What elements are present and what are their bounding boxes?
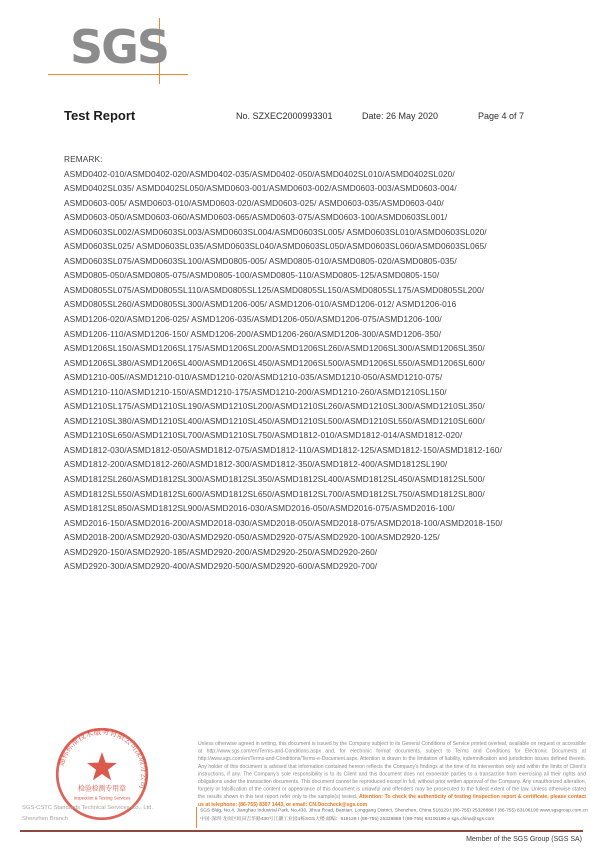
remark-line: ASMD1210-005//ASMD1210-010/ASMD1210-020/ASMD1210-035/ASMD1210-050/ASMD1210-075/ <box>64 372 443 383</box>
remark-line: ASMD1206SL380/ASMD1206SL400/ASMD1206SL450/ASMD1206SL500/ASMD1206SL550/ASMD1206SL600/ <box>64 357 485 368</box>
remark-line: ASMD1210-110/ASMD1210-150/ASMD1210-175/ASMD1210-200/ASMD1210-260/ASMD1210SL150/ <box>64 386 447 397</box>
address-block <box>200 806 586 840</box>
remark-line: ASMD2016-150/ASMD2016-200/ASMD2018-030/ASMD2018-050/ASMD2018-075/ASMD2018-100/ASMD2018-150/ <box>64 517 503 528</box>
remark-line: ASMD1812SL550/ASMD1812SL600/ASMD1812SL650/ASMD1812SL700/ASMD1812SL750/ASMD1812SL800/ <box>64 488 485 499</box>
remark-section <box>64 152 564 574</box>
stamp-ring-text: 通标标准技术服务有限公司深圳分公司 <box>56 727 149 791</box>
company-branch-line: Shenzhen Branch <box>22 816 69 822</box>
remark-line: ASMD2018-200/ASMD2920-030/ASMD2920-050/ASMD2920-075/ASMD2920-100/ASMD2920-125/ <box>64 532 440 543</box>
sgs-member-line: Member of the SGS Group (SGS SA) <box>466 836 582 843</box>
address-cn: 中国·深圳·龙岗区坂田吉华路430号江灏工业园4栋SGS大楼 邮编：518129 t (86-755) 25328888 f (86-755) 83106190 e sgs.china@sgs.com <box>200 816 495 822</box>
remark-line: ASMD0402SL035/ ASMD0402SL050/ASMD0603-001/ASMD0603-002/ASMD0603-003/ASMD0603-004/ <box>64 183 457 194</box>
remark-line: ASMD1812SL850/ASMD1812SL900/ASMD2016-030/ASMD2016-050/ASMD2016-075/ASMD2016-100/ <box>64 503 455 514</box>
remark-lines <box>64 167 564 574</box>
stamp-star-icon <box>87 752 117 780</box>
page-title: Test Report <box>64 108 136 123</box>
remark-line: ASMD1210SL175/ASMD1210SL190/ASMD1210SL200/ASMD1210SL260/ASMD1210SL300/ASMD1210SL350/ <box>64 401 485 412</box>
remark-line: ASMD0603SL025/ ASMD0603SL035/ASMD0603SL040/ASMD0603SL050/ASMD0603SL060/ASMD0603SL065/ <box>64 241 487 252</box>
remark-line: ASMD0805SL260/ASMD0805SL300/ASMD1206-005/ ASMD1206-010/ASMD1206-012/ ASMD1206-016 <box>64 299 457 310</box>
remark-line: ASMD0603SL075/ASMD0603SL100/ASMD0805-005/ ASMD0805-010/ASMD0805-020/ASMD0805-035/ <box>64 255 457 266</box>
remark-line: ASMD1206-110/ASMD1206-150/ ASMD1206-200/ASMD1206-260/ASMD1206-300/ASMD1206-350/ <box>64 328 442 339</box>
remark-line: ASMD0603SL002/ASMD0603SL003/ASMD0603SL004/ASMD0603SL005/ ASMD0603SL010/ASMD0603SL020/ <box>64 226 487 237</box>
remark-line: ASMD0603-005/ ASMD0603-010/ASMD0603-020/ASMD0603-025/ ASMD0603-035/ASMD0603-040/ <box>64 197 444 208</box>
report-header <box>0 108 600 126</box>
remark-line: ASMD2920-300/ASMD2920-400/ASMD2920-500/ASMD2920-600/ASMD2920-700/ <box>64 561 378 572</box>
legal-text: Unless otherwise agreed in writing, this document is issued by the Company subject to its General Conditions of Service printed overleaf, available on request or accessible at http://www.sgs.com/en/Terms-and-Conditions.aspx and, for electronic format documents, subject to Terms and Conditions for Electronic Documents at http://www.sgs.com/en/Terms-and-Conditions/Terms-e-Document.aspx. Attention is drawn to the limitation of liability, indemnification and jurisdiction issues defined therein. Any holder of this document is advised that information contained hereon reflects the Company's findings at the time of its intervention only and within the limits of Client's instructions, if any. The Company's sole responsibility is to its Client and this document does not exonerate parties to a transaction from exercising all their rights and obligations under the transaction documents. This document cannot be reproduced except in full, without prior written approval of the Company. Any unauthorized alteration, forgery or falsification of the content or appearance of this document is unlawful and offenders may be prosecuted to the fullest extent of the law. Unless otherwise stated the results shown in this test report refer only to the sample(s) tested. <box>198 741 586 800</box>
remark-line: ASMD2920-150/ASMD2920-185/ASMD2920-200/ASMD2920-250/ASMD2920-260/ <box>64 546 378 557</box>
company-lines <box>22 803 202 825</box>
remark-line: ASMD1210SL650/ASMD1210SL700/ASMD1210SL750/ASMD1812-010/ASMD1812-014/ASMD1812-020/ <box>64 430 463 441</box>
address-orange-accent <box>196 807 197 828</box>
sgs-logo-text: SGS <box>70 20 169 74</box>
company-name-line: SGS-CSTC Standards Technical Services Co., Ltd. <box>22 805 154 811</box>
remark-line: ASMD1812SL260/ASMD1812SL300/ASMD1812SL350/ASMD1812SL400/ASMD1812SL450/ASMD1812SL500/ <box>64 474 485 485</box>
stamp-inner-en: Inspection & Testing Services <box>73 795 131 801</box>
stamp-inner-cn: 检验检测专用章 <box>77 785 127 793</box>
page-indicator: Page 4 of 7 <box>478 111 525 121</box>
remark-line: ASMD0603-050/ASMD0603-060/ASMD0603-065/ASMD0603-075/ASMD0603-100/ASMD0603SL001/ <box>64 212 448 223</box>
logo-orange-hline <box>48 74 188 75</box>
remark-line: ASMD0805-050/ASMD0805-075/ASMD0805-100/ASMD0805-110/ASMD0805-125/ASMD0805-150/ <box>64 270 440 281</box>
remark-line: ASMD1206-020/ASMD1206-025/ ASMD1206-035/ASMD1206-050/ASMD1206-075/ASMD1206-100/ <box>64 314 442 325</box>
remark-line: ASMD1812-030/ASMD1812-050/ASMD1812-075/ASMD1812-110/ASMD1812-125/ASMD1812-150/ASMD1812-160/ <box>64 444 502 455</box>
remark-label: REMARK: <box>64 154 103 164</box>
remark-line: ASMD1206SL150/ASMD1206SL175/ASMD1206SL200/ASMD1206SL260/ASMD1206SL300/ASMD1206SL350/ <box>64 343 485 354</box>
report-date: Date: 26 May 2020 <box>362 111 439 121</box>
remark-line: ASMD0402-010/ASMD0402-020/ASMD0402-035/ASMD0402-050/ASMD0402SL010/ASMD0402SL020/ <box>64 168 455 179</box>
sgs-logo <box>48 18 198 98</box>
footer-divider <box>20 830 583 832</box>
remark-line: ASMD1210SL380/ASMD1210SL400/ASMD1210SL450/ASMD1210SL500/ASMD1210SL550/ASMD1210SL600/ <box>64 415 485 426</box>
remark-line: ASMD0805SL075/ASMD0805SL110/ASMD0805SL125/ASMD0805SL150/ASMD0805SL175/ASMD0805SL200/ <box>64 284 485 295</box>
attention-text: Attention: To check the authenticity of testing /inspection report & certificate, please contact us at telephone: (86-755) 8307 1443, or email: CN.Doccheck@sgs.com <box>198 794 586 808</box>
address-en: SGS Bldg, No.4, Jianghao Industrial Park, No.430, Jihua Road, Bantian, Longgang District, Shenzhen, China 518129 t (86-755) 25328888 f (86-755) 83106190 www.sgsgroup.com.cn <box>200 807 588 813</box>
remark-line: ASMD1812-200/ASMD1812-260/ASMD1812-300/ASMD1812-350/ASMD1812-400/ASMD1812SL190/ <box>64 459 448 470</box>
report-number: No. SZXEC2000993301 <box>236 111 333 121</box>
